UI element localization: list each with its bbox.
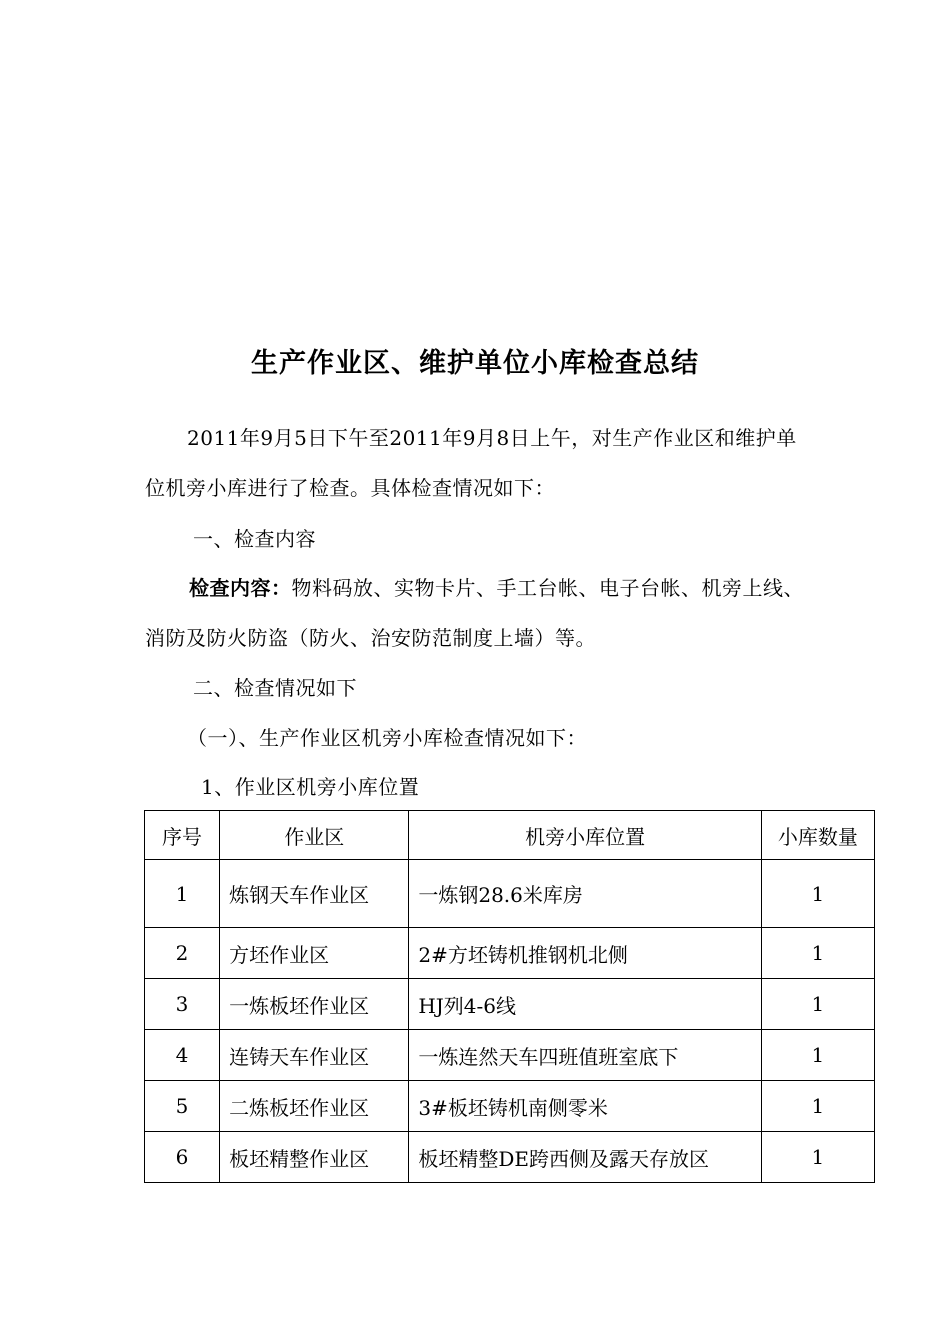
cell-zone: 炼钢天车作业区 [220,860,409,928]
cell-seq: 5 [145,1081,220,1132]
header-location: 机旁小库位置 [409,811,761,860]
cell-zone: 方坯作业区 [220,928,409,979]
section-2-heading: 二、检查情况如下 [193,676,357,700]
inspection-content-text: 物料码放、实物卡片、手工台帐、电子台帐、机旁上线、消防及防火防盗（防火、治安防范制度上墙）等。 [145,576,804,650]
cell-location: HJ列4-6线 [409,979,761,1030]
cell-location: 一炼钢28.6米库房 [409,860,761,928]
header-zone: 作业区 [220,811,409,860]
cell-location: 一炼连然天车四班值班室底下 [409,1030,761,1081]
table-header-row [145,811,875,860]
header-seq: 序号 [145,811,220,860]
cell-seq: 3 [145,979,220,1030]
table-row [145,1132,875,1183]
cell-zone: 二炼板坯作业区 [220,1081,409,1132]
cell-zone: 板坯精整作业区 [220,1132,409,1183]
cell-seq: 2 [145,928,220,979]
inspection-content-paragraph [145,563,815,663]
cell-seq: 1 [145,860,220,928]
cell-zone: 一炼板坯作业区 [220,979,409,1030]
cell-count: 1 [761,1081,874,1132]
table-row [145,860,875,928]
cell-seq: 6 [145,1132,220,1183]
inspection-content-label: 检查内容： [189,576,292,600]
storage-location-table [144,810,875,1183]
cell-count: 1 [761,979,874,1030]
table-row [145,979,875,1030]
document-title: 生产作业区、维护单位小库检查总结 [251,348,699,379]
cell-location: 板坯精整DE跨西侧及露天存放区 [409,1132,761,1183]
table-row [145,1030,875,1081]
table-row [145,1081,875,1132]
intro-paragraph: 2011年9月5日下午至2011年9月8日上午，对生产作业区和维护单位机旁小库进行了检查。具体检查情况如下： [145,426,797,500]
cell-count: 1 [761,860,874,928]
table-row [145,928,875,979]
cell-location: 2#方坯铸机推钢机北侧 [409,928,761,979]
cell-location: 3#板坯铸机南侧零米 [409,1081,761,1132]
header-count: 小库数量 [761,811,874,860]
subsection-1-heading: （一）、生产作业区机旁小库检查情况如下： [187,726,587,750]
cell-count: 1 [761,928,874,979]
section-1-heading: 一、检查内容 [193,527,316,551]
cell-count: 1 [761,1132,874,1183]
cell-count: 1 [761,1030,874,1081]
cell-zone: 连铸天车作业区 [220,1030,409,1081]
cell-seq: 4 [145,1030,220,1081]
item-1-heading: 1、作业区机旁小库位置 [201,775,420,799]
